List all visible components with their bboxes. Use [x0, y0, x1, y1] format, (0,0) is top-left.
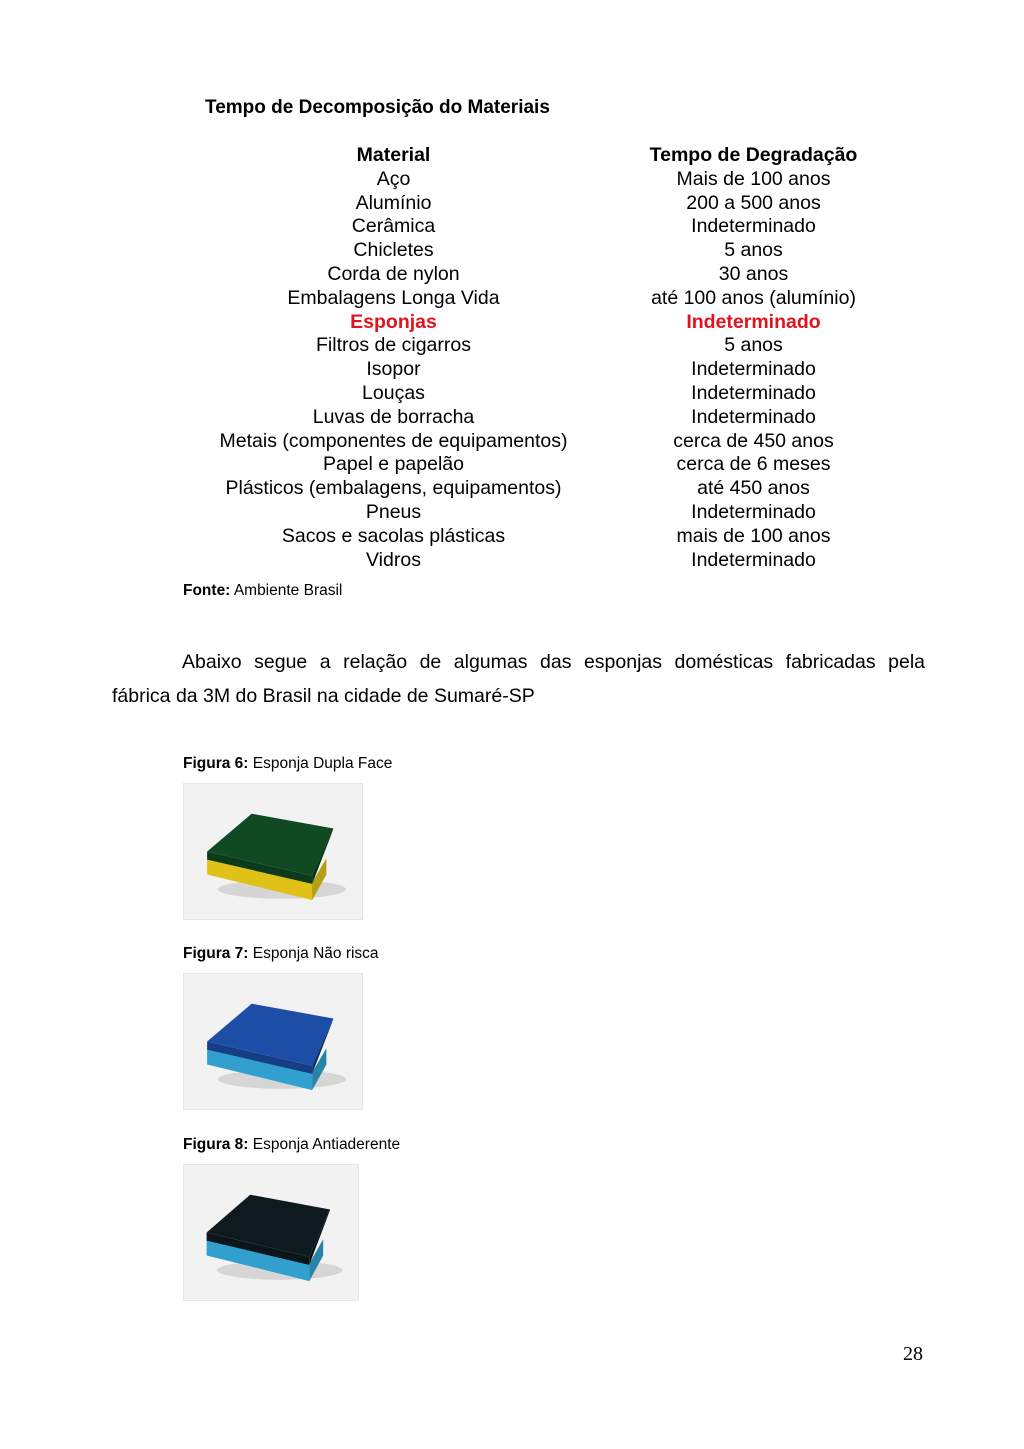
cell-degradation-time: Indeterminado [691, 358, 816, 381]
sponge-illustration [184, 974, 362, 1109]
sponge-illustration [184, 1165, 358, 1300]
cell-material: Filtros de cigarros [316, 334, 471, 357]
table-row [180, 549, 900, 573]
figure-caption: Esponja Não risca [252, 945, 379, 962]
cell-material: Papel e papelão [323, 453, 464, 476]
table-row [180, 287, 900, 311]
table-row [180, 406, 900, 430]
cell-material: Vidros [366, 548, 421, 571]
figure-7-caption [183, 945, 379, 963]
cell-material: Pneus [365, 500, 422, 523]
cell-degradation-time: 200 a 500 anos [686, 191, 821, 214]
table-row [180, 501, 900, 525]
table-row [180, 239, 900, 263]
cell-degradation-time: cerca de 450 anos [673, 429, 834, 452]
figure-6-caption [183, 755, 392, 773]
sponge-illustration [184, 784, 362, 919]
table-row [180, 382, 900, 406]
page-number: 28 [903, 1343, 923, 1365]
cell-material: Sacos e sacolas plásticas [281, 524, 506, 547]
paragraph-line-1: Abaixo segue a relação de algumas das esponjas domésticas fabricadas pela [182, 651, 925, 673]
cell-degradation-time: Mais de 100 anos [676, 167, 831, 190]
source-text: Ambiente Brasil [233, 582, 343, 599]
table-row [180, 477, 900, 501]
cell-material: Cerâmica [351, 215, 436, 238]
cell-material: Esponjas [350, 310, 437, 333]
header-material: Material [356, 144, 431, 166]
cell-material: Luvas de borracha [312, 405, 475, 428]
figure-8-image [183, 1164, 359, 1301]
figure-8-caption [183, 1136, 400, 1154]
figure-label: Figura 7: [183, 945, 249, 962]
cell-material: Plásticos (embalagens, equipamentos) [225, 477, 562, 500]
figure-label: Figura 6: [183, 755, 249, 772]
cell-degradation-time: Indeterminado [691, 500, 816, 523]
cell-degradation-time: Indeterminado [691, 405, 816, 428]
cell-material: Corda de nylon [327, 262, 460, 285]
table-title: Tempo de Decomposição do Materiais [205, 97, 550, 118]
cell-degradation-time: 30 anos [718, 262, 789, 285]
table-row [180, 192, 900, 216]
cell-material: Isopor [366, 358, 421, 381]
cell-degradation-time: Indeterminado [691, 215, 816, 238]
table-row [180, 453, 900, 477]
cell-material: Chicletes [353, 239, 434, 262]
cell-degradation-time: Indeterminado [686, 310, 821, 333]
cell-material: Metais (componentes de equipamentos) [219, 429, 568, 452]
cell-degradation-time: até 450 anos [697, 477, 810, 500]
table-row [180, 358, 900, 382]
figure-6-image [183, 783, 363, 920]
table-source [183, 582, 342, 600]
body-paragraph [112, 645, 925, 713]
table-header-row [180, 144, 900, 168]
table-row [180, 334, 900, 358]
figure-caption: Esponja Dupla Face [252, 755, 393, 772]
cell-degradation-time: até 100 anos (alumínio) [651, 286, 856, 309]
paragraph-line-2: fábrica da 3M do Brasil na cidade de Sumaré-SP [112, 685, 535, 707]
cell-degradation-time: cerca de 6 meses [676, 453, 831, 476]
cell-degradation-time: Indeterminado [691, 381, 816, 404]
table-row [180, 311, 900, 335]
table-row [180, 430, 900, 454]
cell-degradation-time: 5 anos [724, 334, 783, 357]
table-row [180, 525, 900, 549]
cell-material: Alumínio [355, 191, 432, 214]
cell-material: Louças [362, 381, 425, 404]
cell-material: Embalagens Longa Vida [287, 286, 500, 309]
table-row [180, 168, 900, 192]
figure-label: Figura 8: [183, 1136, 249, 1153]
decomposition-table [180, 144, 900, 572]
header-degradation-time: Tempo de Degradação [649, 144, 858, 166]
table-row [180, 215, 900, 239]
figure-7-image [183, 973, 363, 1110]
table-row [180, 263, 900, 287]
cell-material: Aço [376, 167, 411, 190]
source-label: Fonte: [183, 582, 231, 599]
figure-caption: Esponja Antiaderente [252, 1136, 401, 1153]
cell-degradation-time: mais de 100 anos [676, 524, 831, 547]
cell-degradation-time: Indeterminado [691, 548, 816, 571]
cell-degradation-time: 5 anos [724, 239, 783, 262]
